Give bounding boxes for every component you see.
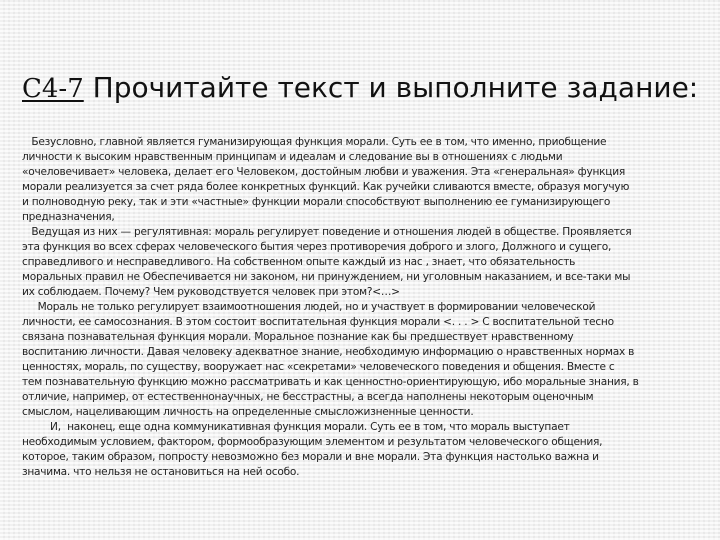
slide-title xyxy=(22,68,712,109)
paragraph-educational-function: Мораль не только регулирует взаимоотношения людей, но и участвует в формировании человеческой личности, ее самосознания. В этом состоит воспитательная функция морали <. . . > С воспитательной тесно связана познавательная функция морали. Моральное познание как бы предшествует нравственному воспитанию личности. Давая человеку адекватное знание, необходимую информацию о нравственных нормах в ценностях, мораль, по существу, вооружает нас «секретами» человеческого поведения и общения. Вместе с тем познавательную функцию можно рассматривать и как ценностно-ориентирующую, ибо моральные знания, в отличие, например, от естественнонаучных, не бесстрастны, а всегда наполнены некоторым оценочным смыслом, нацеливающим личность на определенные смысложизненные ценности. xyxy=(22,301,639,418)
paragraph-communicative-function: И, наконец, еще одна коммуникативная функция морали. Суть ее в том, что мораль выступает необходимым условием, фактором, формообразующим элементом и результатом человеческого общения, которое, таким образом, попросту невозможно без морали и вне морали. Эта функция настолько важна и значима. что нельзя не остановиться на ней особо. xyxy=(22,421,603,478)
paragraph-regulative-function: Ведущая из них — регулятивная: мораль регулирует поведение и отношения людей в обществе. Проявляется эта функция во всех сферах человеческого бытия через противоречия доброго и злого, Должного и сущего, справедливого и несправедливого. На собственном опыте каждый из нас , знает, что обязательность моральных правил не Обеспечивается ни законом, ни принуждением, ни уголовным наказанием, и все-таки мы их соблюдаем. Почему? Чем руководствуется человек при этом?<…> xyxy=(22,226,632,298)
text-body xyxy=(22,135,712,480)
task-instruction: Прочитайте текст и выполните задание: xyxy=(83,71,699,104)
paragraph-humanizing-function: Безусловно, главной является гуманизирующая функция морали. Суть ее в том, что именно, приобщение личности к высоким нравственным принципам и идеалам и следование вы в отношениях с людьми «очеловечивает» человека, делает его Человеком, достойным любви и уважения. Эта «генеральная» функция морали реализуется за счет ряда более конкретных функций. Как ручейки сливаются вместе, образуя могучую и полноводную реку, так и эти «частные» функции морали способствуют выполнению ее гуманизирующего предназначения, xyxy=(22,136,630,223)
task-code: С4-7 xyxy=(22,74,84,104)
